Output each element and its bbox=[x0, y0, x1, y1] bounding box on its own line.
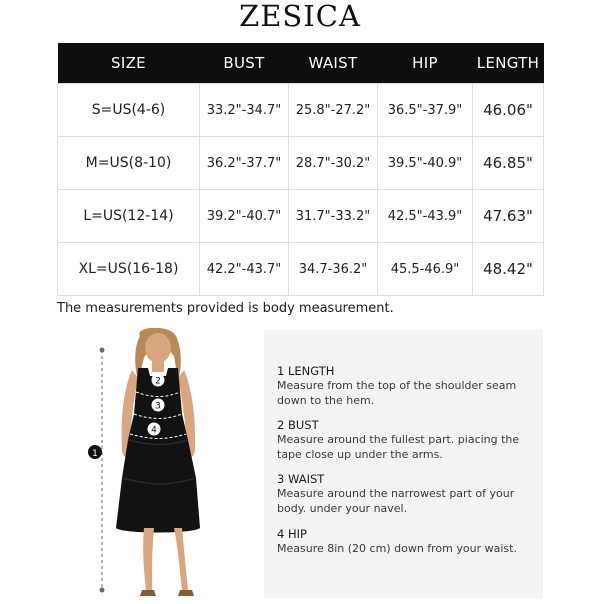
header-hip: HIP bbox=[378, 43, 473, 84]
guide-item-waist bbox=[277, 472, 535, 516]
bust-cell: 36.2"-37.7" bbox=[200, 137, 289, 190]
svg-text:1: 1 bbox=[92, 449, 98, 459]
marker-4-hip bbox=[148, 423, 161, 436]
guide-title: 2 BUST bbox=[277, 418, 319, 432]
size-cell: L=US(12-14) bbox=[58, 190, 200, 243]
guide-title: 4 HIP bbox=[277, 527, 307, 541]
guide-desc: Measure 8in (20 cm) down from your waist. bbox=[277, 542, 517, 555]
model-left-sandal bbox=[140, 590, 156, 596]
waist-cell: 34.7-36.2" bbox=[289, 243, 378, 296]
model-neck bbox=[152, 360, 164, 372]
guide-desc: Measure from the top of the shoulder seam down to the hem. bbox=[277, 379, 517, 407]
guide-item-bust bbox=[277, 418, 535, 462]
measure-guide-panel bbox=[264, 330, 543, 598]
size-chart-table bbox=[57, 43, 544, 296]
svg-text:4: 4 bbox=[151, 425, 157, 436]
size-cell: M=US(8-10) bbox=[58, 137, 200, 190]
model-face bbox=[145, 333, 171, 363]
hip-cell: 45.5-46.9" bbox=[378, 243, 473, 296]
guide-item-length bbox=[277, 364, 535, 408]
guide-item-hip bbox=[277, 527, 535, 557]
size-cell: S=US(4-6) bbox=[58, 84, 200, 137]
model-left-leg bbox=[143, 528, 154, 590]
header-bust: BUST bbox=[200, 43, 289, 84]
guide-title: 1 LENGTH bbox=[277, 364, 335, 378]
bust-cell: 39.2"-40.7" bbox=[200, 190, 289, 243]
length-cell: 48.42" bbox=[473, 243, 544, 296]
table-row bbox=[58, 243, 544, 296]
length-cell: 47.63" bbox=[473, 190, 544, 243]
svg-text:3: 3 bbox=[155, 401, 161, 412]
hip-cell: 39.5"-40.9" bbox=[378, 137, 473, 190]
waist-cell: 25.8"-27.2" bbox=[289, 84, 378, 137]
marker-1-length bbox=[88, 445, 102, 459]
bust-cell: 42.2"-43.7" bbox=[200, 243, 289, 296]
header-length: LENGTH bbox=[473, 43, 544, 84]
model-right-sandal bbox=[178, 590, 194, 596]
header-size: SIZE bbox=[58, 43, 200, 84]
table-row bbox=[58, 84, 544, 137]
length-cell: 46.85" bbox=[473, 137, 544, 190]
marker-3-waist bbox=[152, 399, 165, 412]
hip-cell: 42.5"-43.9" bbox=[378, 190, 473, 243]
waist-cell: 28.7"-30.2" bbox=[289, 137, 378, 190]
guide-desc: Measure around the fullest part. piacing the tape close up under the arms. bbox=[277, 433, 520, 461]
guide-desc: Measure around the narrowest part of your body. under your navel. bbox=[277, 487, 515, 515]
hip-cell: 36.5"-37.9" bbox=[378, 84, 473, 137]
model-right-leg bbox=[174, 528, 188, 590]
waist-cell: 31.7"-33.2" bbox=[289, 190, 378, 243]
table-header-row bbox=[58, 43, 544, 84]
table-row bbox=[58, 137, 544, 190]
size-cell: XL=US(16-18) bbox=[58, 243, 200, 296]
marker-2-bust bbox=[152, 374, 165, 387]
measurement-note: The measurements provided is body measurement. bbox=[57, 301, 394, 316]
bust-cell: 33.2"-34.7" bbox=[200, 84, 289, 137]
dress-model-illustration bbox=[82, 328, 232, 600]
header-waist: WAIST bbox=[289, 43, 378, 84]
brand-logo: ZESICA bbox=[239, 0, 361, 33]
guide-title: 3 WAIST bbox=[277, 472, 325, 486]
svg-text:2: 2 bbox=[155, 376, 161, 387]
table-row bbox=[58, 190, 544, 243]
length-cell: 46.06" bbox=[473, 84, 544, 137]
